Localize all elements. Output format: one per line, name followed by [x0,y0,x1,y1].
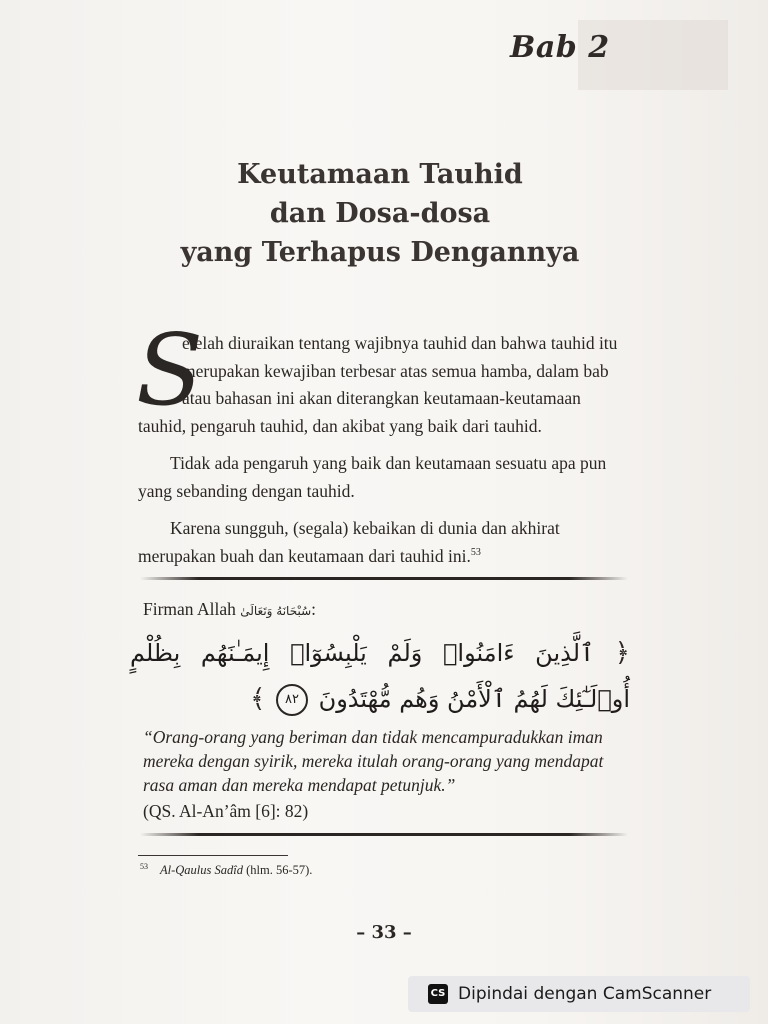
paragraph-1-text: etelah diuraikan tentang wajibnya tauhid dan bahwa tauhid itu merupakan kewajiban terbesar atas semua hamba, dalam bab atau bahasan ini akan diterangkan keutamaan-keutamaan tauhid, pengaruh tauhid, dan akibat yang baik dari tauhid. [138,333,618,436]
footnote-detail: (hlm. 56-57). [242,863,313,878]
ayah-number-badge: ٨٢ [276,684,308,716]
footnote [140,862,312,878]
chapter-heading: Bab 2 [510,30,610,65]
title-line-1: Keutamaan Tauhid [237,159,523,190]
footnote-number: 53 [140,862,148,871]
footnote-title: Al-Qaulus Sadîd [160,863,243,878]
quran-verse [130,630,630,722]
camscanner-text: Dipindai dengan CamScanner [458,984,712,1004]
page-number: – 33 – [356,922,412,943]
verse-close-bracket: ﴾ [250,684,266,714]
verse-box-top-rule [140,577,628,580]
verse-box-bottom-rule [140,833,628,836]
firman-colon: : [311,599,316,619]
firman-honorific: سُبْحَانَهُ وَتَعَالَىٰ [240,604,312,618]
paragraph-3-text: Karena sungguh, (segala) kebaikan di dunia dan akhirat merupakan buah dan keutamaan dari tauhid ini. [138,518,560,566]
title-line-2: dan Dosa-dosa [269,198,491,229]
drop-cap: S [136,314,204,428]
verse-source: (QS. Al-An’âm [6]: 82) [143,801,309,821]
verse-translation: “Orang-orang yang beriman dan tidak mencampuradukkan iman mereka dengan syirik, mereka itulah orang-orang yang mendapat rasa aman dan mereka mendapat petunjuk.” [143,727,604,795]
verse-arabic-text: ٱلَّذِينَ ءَامَنُوا۟ وَلَمْ يَلْبِسُوٓا۟ إِيمَـٰنَهُم بِظُلْمٍ أُو۟لَـٰٓئِكَ لَهُمُ ٱلْأَمْنُ وَهُم مُّهْتَدُونَ [130,639,630,713]
title-line-3: yang Terhapus Dengannya [180,237,580,268]
paragraph-1 [136,314,628,440]
camscanner-watermark [408,976,750,1012]
footnote-divider [138,855,288,856]
paragraph-3 [138,515,628,570]
body-text [136,314,628,570]
footnote-reference: 53 [470,546,481,558]
paragraph-2: Tidak ada pengaruh yang baik dan keutamaan sesuatu apa pun yang sebanding dengan tauhid. [138,453,607,501]
firman-text: Firman Allah [143,599,236,619]
firman-label [143,599,316,620]
camscanner-logo-icon: CS [428,984,448,1004]
page-title [120,155,640,272]
verse-open-bracket: ﴿ [614,638,630,668]
